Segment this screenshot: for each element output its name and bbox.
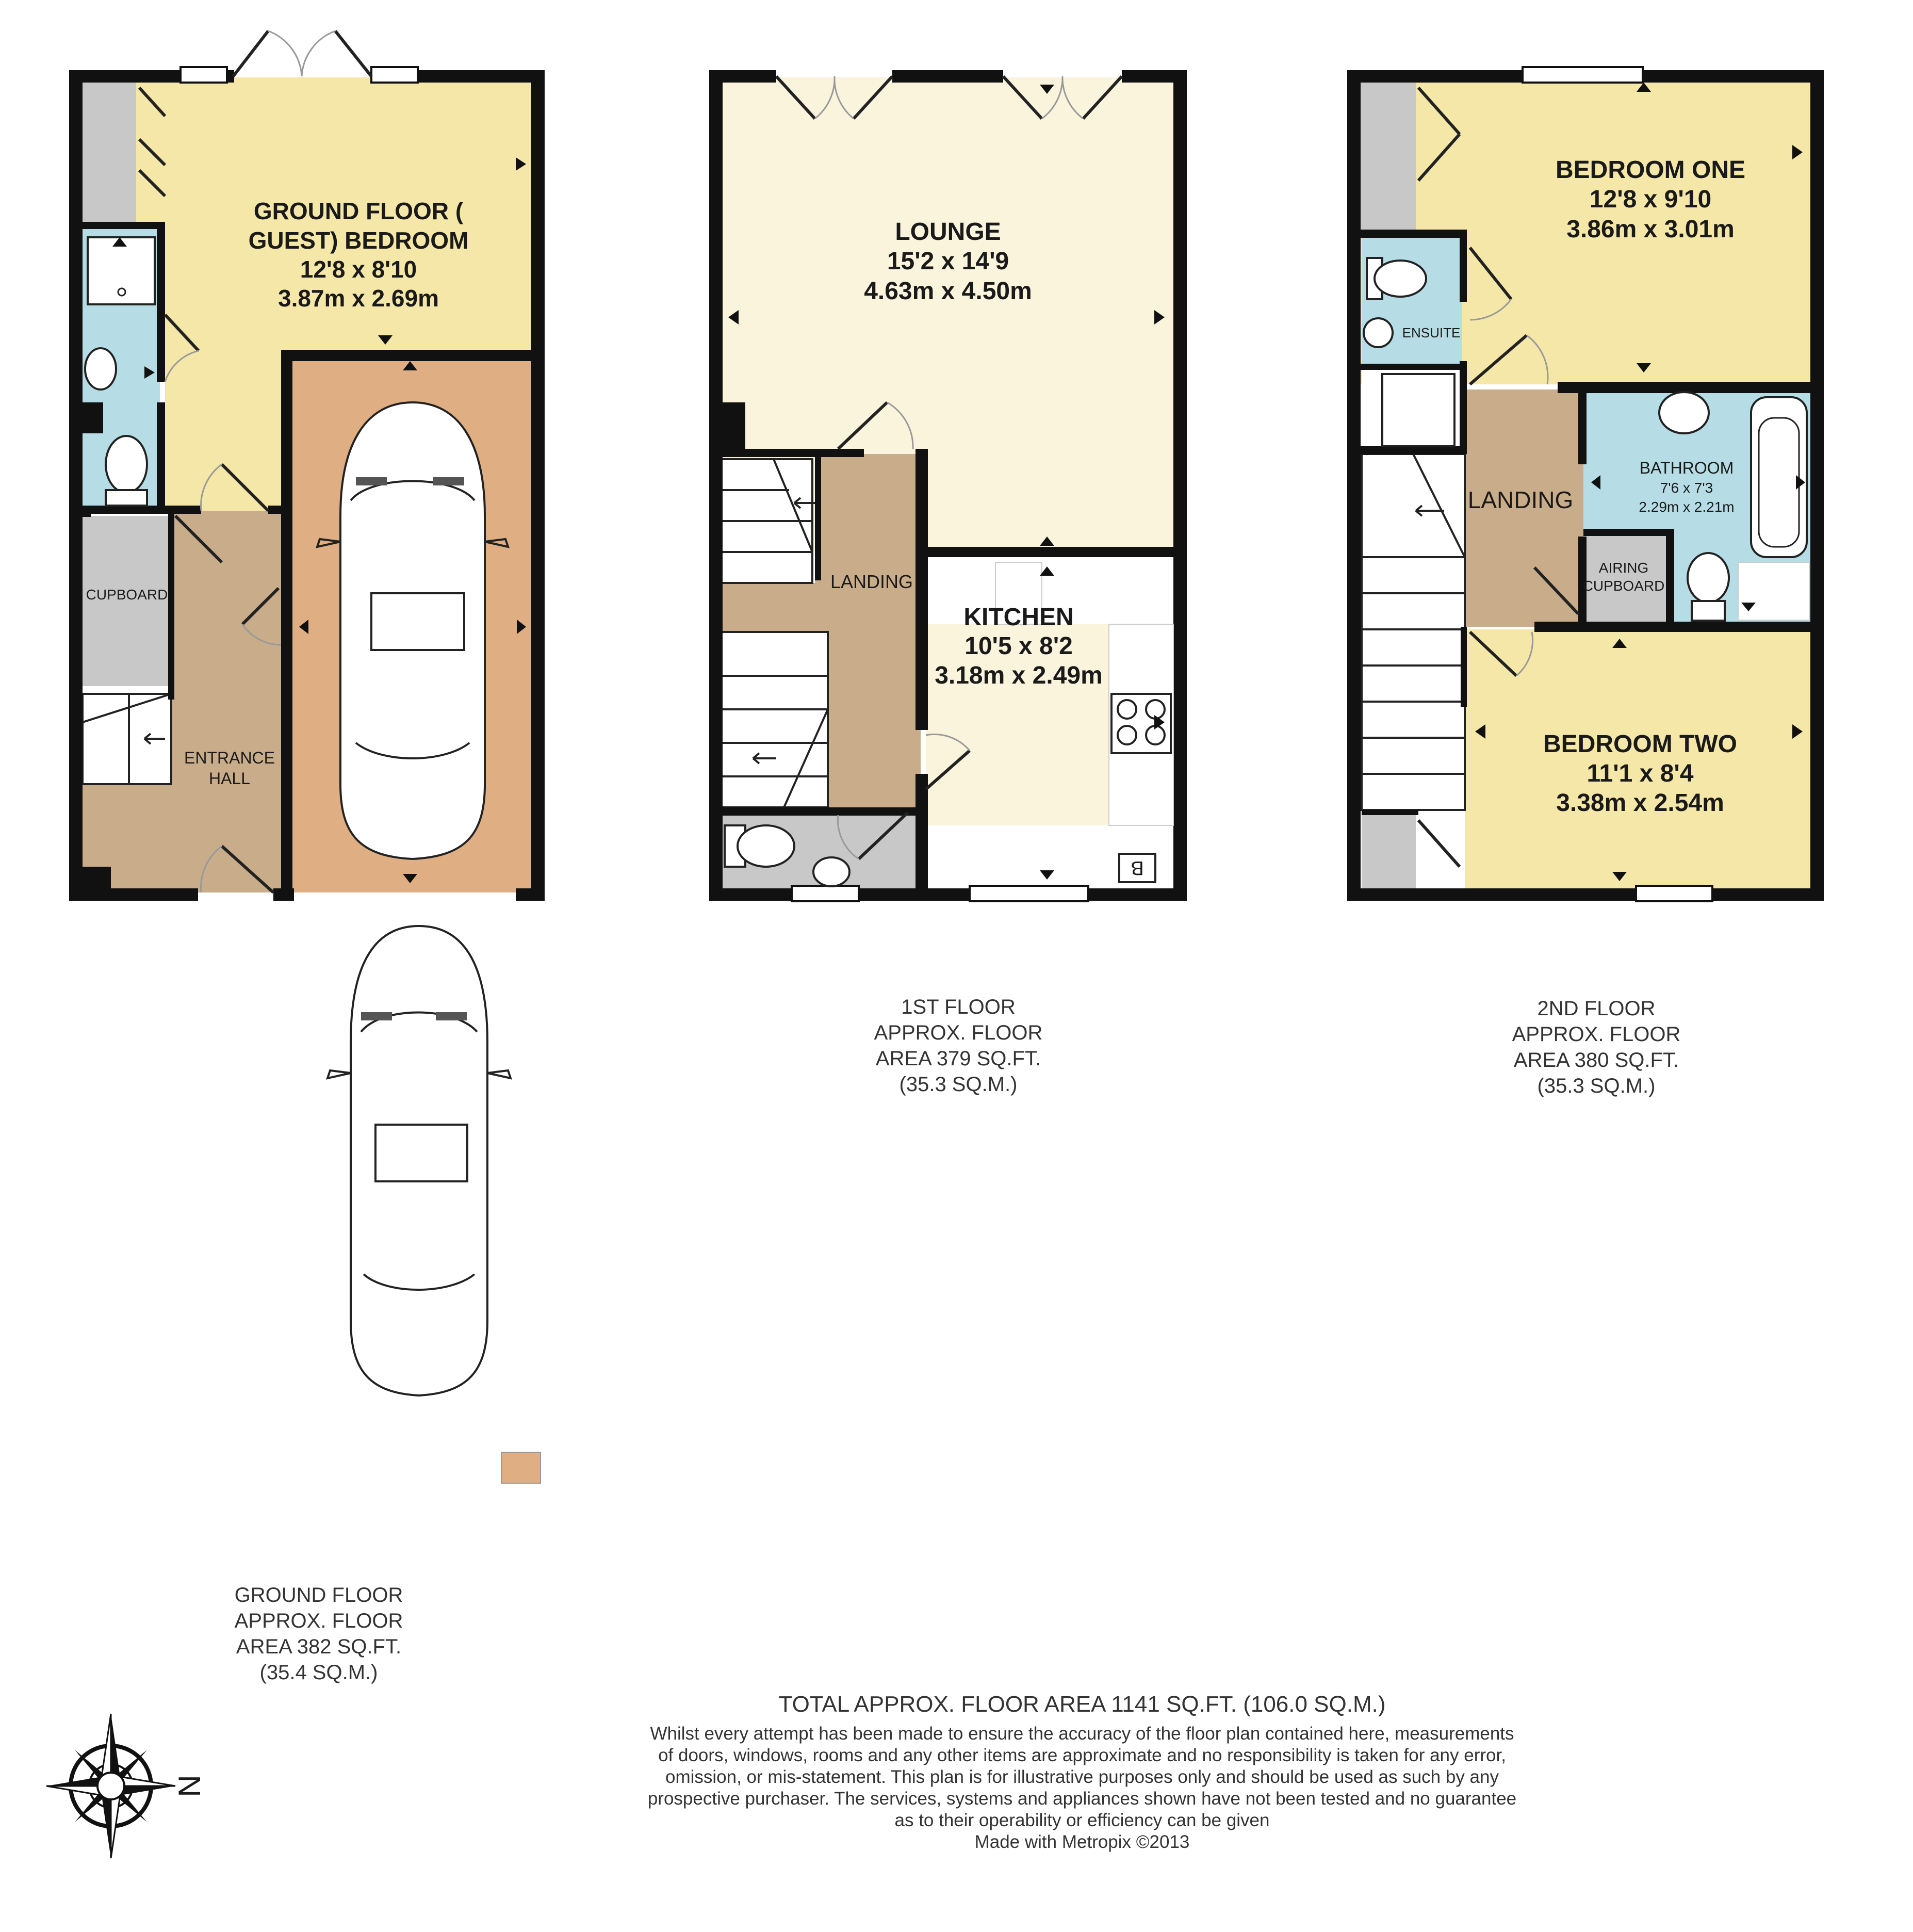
disclaimer-line-6: Made with Metropix ©2013 bbox=[974, 1832, 1190, 1852]
entrance-hall-label-2: HALL bbox=[208, 769, 251, 788]
second-floor-caption-4: (35.3 SQ.M.) bbox=[1537, 1075, 1656, 1097]
boiler-label: B bbox=[1131, 857, 1144, 879]
bathroom-imperial: 7'6 x 7'3 bbox=[1660, 480, 1713, 496]
car-icon bbox=[328, 926, 511, 1395]
airing-cupboard-label: AIRING bbox=[1598, 560, 1649, 576]
ensuite-label: ENSUITE bbox=[1402, 325, 1461, 340]
second-floor-caption-2: APPROX. FLOOR bbox=[1512, 1023, 1681, 1046]
kitchen-name: KITCHEN bbox=[963, 604, 1074, 631]
wardrobe-2 bbox=[1359, 83, 1416, 232]
toilet-icon bbox=[106, 436, 147, 506]
entrance-hall-label: ENTRANCE bbox=[184, 749, 275, 767]
bedroom-two-name: BEDROOM TWO bbox=[1543, 730, 1737, 758]
toilet-icon bbox=[1367, 258, 1426, 299]
bathroom-name: BATHROOM bbox=[1639, 459, 1734, 477]
toilet-icon bbox=[725, 825, 794, 867]
disclaimer-line-1: Whilst every attempt has been made to ensure the accuracy of the floor plan contained here, measurements bbox=[650, 1724, 1514, 1744]
bathroom-metric: 2.29m x 2.21m bbox=[1639, 499, 1735, 515]
first-floor-caption-1: 1ST FLOOR bbox=[901, 996, 1016, 1018]
wardrobe-3 bbox=[1362, 810, 1416, 890]
first-landing bbox=[815, 454, 921, 810]
lounge-metric: 4.63m x 4.50m bbox=[864, 278, 1032, 305]
cupboard-label: CUPBOARD bbox=[86, 587, 168, 603]
ground-floor-plan bbox=[69, 31, 545, 901]
first-floor-caption-3: AREA 379 SQ.FT. bbox=[875, 1047, 1041, 1070]
bedroom-one-metric: 3.86m x 3.01m bbox=[1566, 216, 1735, 243]
shower-icon bbox=[1382, 374, 1454, 446]
airing-cupboard-label-2: CUPBOARD bbox=[1582, 578, 1665, 594]
bedroom-two-metric: 3.38m x 2.54m bbox=[1556, 789, 1724, 817]
ground-floor-caption-3: AREA 382 SQ.FT. bbox=[236, 1635, 402, 1658]
guest-bedroom-name: GROUND FLOOR ( bbox=[253, 198, 464, 224]
guest-bedroom-metric: 3.87m x 2.69m bbox=[277, 285, 439, 312]
entrance-hall bbox=[171, 511, 288, 892]
first-floor-plan bbox=[709, 70, 1187, 901]
kitchen-imperial: 10'5 x 8'2 bbox=[964, 632, 1073, 660]
guest-bedroom-name-2: GUEST) BEDROOM bbox=[248, 227, 469, 254]
shower-icon bbox=[88, 237, 155, 304]
basin-icon bbox=[85, 348, 116, 389]
kitchen-metric: 3.18m x 2.49m bbox=[935, 662, 1103, 689]
ground-floor-caption-1: GROUND FLOOR bbox=[234, 1584, 403, 1606]
second-floor-plan bbox=[1347, 67, 1824, 901]
disclaimer-line-3: omission, or mis-statement. This plan is for illustrative purposes only and should be used as such by any bbox=[665, 1767, 1499, 1787]
basin-icon bbox=[1659, 392, 1709, 433]
basin-icon bbox=[1364, 318, 1393, 347]
disclaimer-line-4: prospective purchaser. The services, systems and appliances shown have not been tested and no guarantee bbox=[647, 1789, 1517, 1809]
second-floor-caption-3: AREA 380 SQ.FT. bbox=[1513, 1049, 1679, 1071]
bedroom-two-imperial: 11'1 x 8'4 bbox=[1587, 760, 1694, 787]
basin-icon bbox=[813, 857, 849, 886]
guest-bedroom-lower bbox=[165, 351, 289, 511]
guest-bedroom-imperial: 12'8 x 8'10 bbox=[300, 256, 417, 283]
second-landing-label: LANDING bbox=[1467, 486, 1574, 513]
disclaimer-line-5: as to their operability or efficiency can be given bbox=[894, 1810, 1270, 1830]
first-landing-label: LANDING bbox=[830, 571, 913, 592]
first-floor-caption-4: (35.3 SQ.M.) bbox=[899, 1073, 1018, 1096]
ground-floor-caption-4: (35.4 SQ.M.) bbox=[259, 1661, 378, 1684]
compass-icon bbox=[46, 1714, 175, 1858]
compass-north-label: N bbox=[172, 1775, 207, 1797]
bedroom-one-name: BEDROOM ONE bbox=[1555, 156, 1746, 184]
lounge-imperial: 15'2 x 14'9 bbox=[887, 248, 1009, 275]
garage-legend-swatch bbox=[501, 1452, 541, 1483]
lounge-name: LOUNGE bbox=[895, 218, 1001, 246]
ground-floor-caption-2: APPROX. FLOOR bbox=[234, 1610, 403, 1632]
car-icon bbox=[317, 402, 508, 859]
bedroom-one-imperial: 12'8 x 9'10 bbox=[1589, 186, 1712, 213]
disclaimer-line-2: of doors, windows, rooms and any other items are approximate and no responsibility is taken for any error, bbox=[658, 1745, 1506, 1765]
toilet-icon bbox=[1688, 553, 1729, 621]
total-area: TOTAL APPROX. FLOOR AREA 1141 SQ.FT. (106.0 SQ.M.) bbox=[778, 1692, 1386, 1717]
second-floor-caption-1: 2ND FLOOR bbox=[1537, 997, 1656, 1020]
wardrobe bbox=[78, 83, 136, 224]
first-floor-caption-2: APPROX. FLOOR bbox=[874, 1021, 1043, 1044]
